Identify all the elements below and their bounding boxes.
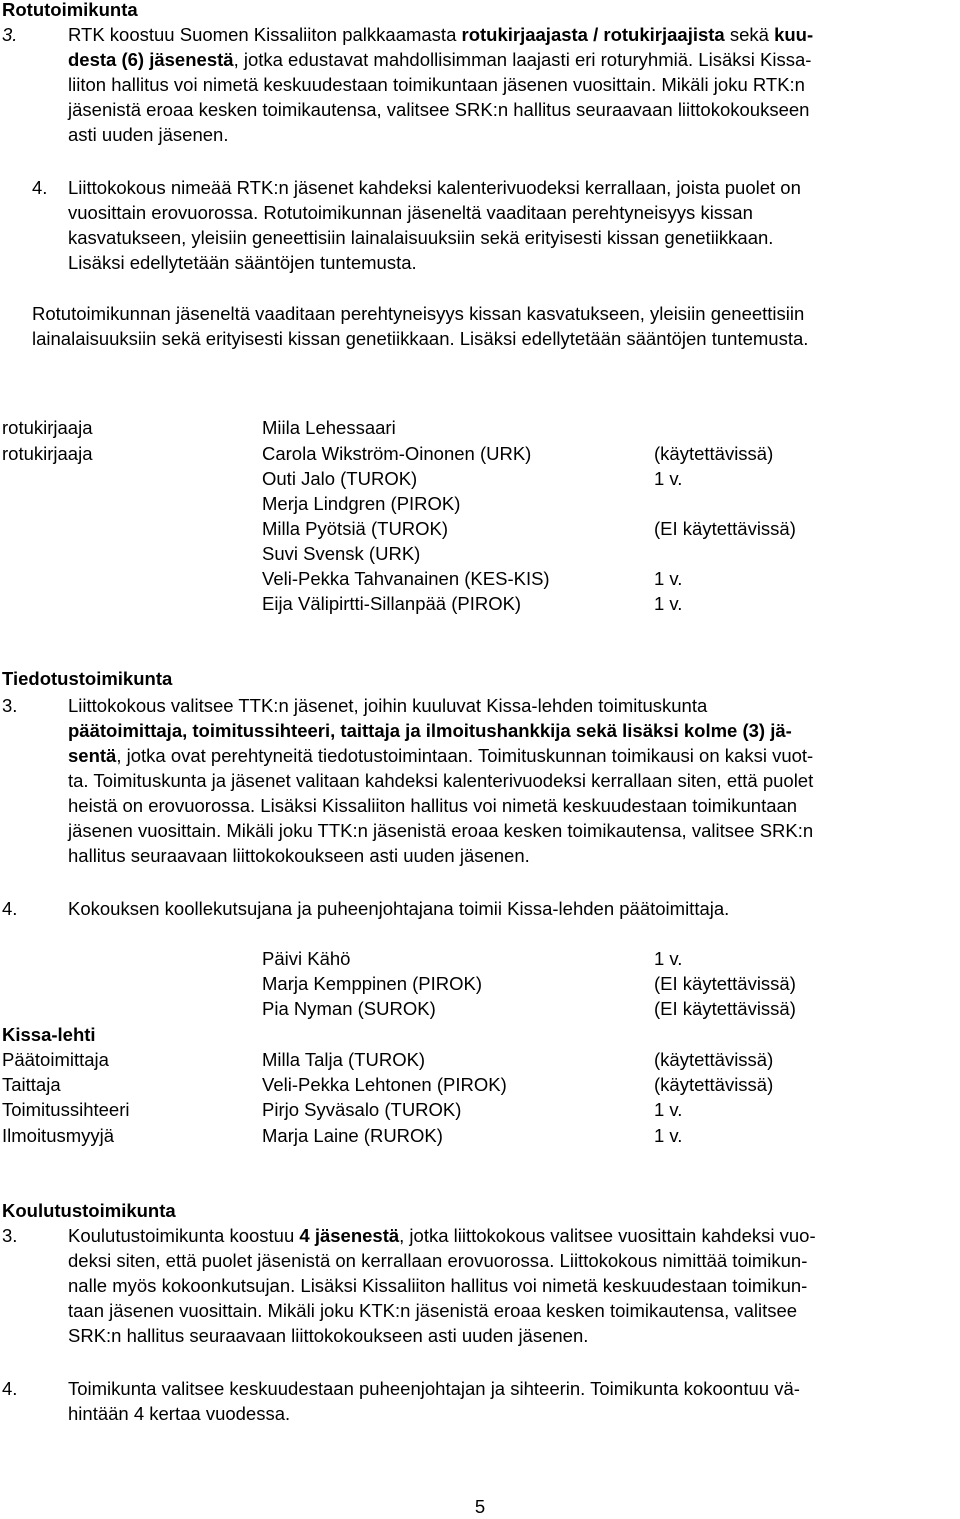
member-name: Miila Lehessaari [262,417,396,438]
ktk-item3-number: 3. [2,1225,18,1246]
member-name: Merja Lindgren (PIROK) [262,493,461,514]
member-status: 1 v. [654,948,683,969]
member-name: Milla Pyötsiä (TUROK) [262,518,449,539]
member-name: Pia Nyman (SUROK) [262,998,436,1019]
ktk-item3-line2: deksi siten, että puolet jäsenistä on kerrallaan erovuorossa. Liittokokous nimittää toimikun- [68,1250,808,1271]
ttk-heading: Tiedotustoimikunta [2,668,173,689]
rtk-item4-line4: Lisäksi edellytetään sääntöjen tuntemusta. [68,252,417,273]
kissa-lehti-heading: Kissa-lehti [2,1024,96,1045]
ktk-item3-line1: Koulutustoimikunta koostuu 4 jäsenestä, jotka liittokokous valitsee vuosittain kahdeksi vuo- [68,1225,816,1246]
member-status: 1 v. [654,593,683,614]
rtk-heading: Rotutoimikunta [2,0,138,20]
lehti-name: Milla Talja (TUROK) [262,1049,426,1070]
ttk-item3-number: 3. [2,695,18,716]
member-status: 1 v. [654,568,683,589]
rtk-item4-line3: kasvatukseen, yleisiin geneettisiin lainalaisuuksiin sekä erityisesti kissan genetiikkaan. [68,227,774,248]
ktk-item3-line5: SRK:n hallitus seuraavaan liittokokoukseen asti uuden jäsenen. [68,1325,589,1346]
ttk-item3-line1: Liittokokous valitsee TTK:n jäsenet, joihin kuuluvat Kissa-lehden toimituskunta [68,695,708,716]
lehti-status: 1 v. [654,1099,683,1120]
ttk-item3-line5: heistä on erovuorossa. Lisäksi Kissaliiton hallitus voi nimetä keskuudestaan toimikuntaan [68,795,798,816]
rtk-item3-line5: asti uuden jäsenen. [68,124,229,145]
rtk-paragraph-line2: lainalaisuuksiin sekä erityisesti kissan genetiikkaan. Lisäksi edellytetään sääntöjen tuntemusta. [32,328,809,349]
member-status: (EI käytettävissä) [654,998,796,1019]
ttk-item4-number: 4. [2,898,18,919]
ktk-item4-number: 4. [2,1378,18,1399]
ktk-item3-line4: taan jäsenen vuosittain. Mikäli joku KTK:n jäsenistä eroaa kesken toimikautensa, valitsee [68,1300,798,1321]
member-status: (käytettävissä) [654,443,774,464]
lehti-role: Päätoimittaja [2,1049,109,1070]
ttk-item4-line1: Kokouksen koollekutsujana ja puheenjohtajana toimii Kissa-lehden päätoimittaja. [68,898,730,919]
ktk-item3-line3: nalle myös kokoonkutsujan. Lisäksi Kissaliiton hallitus voi nimetä keskuudestaan toimikun- [68,1275,808,1296]
ttk-item3-line2: päätoimittaja, toimitussihteeri, taittaja ja ilmoitushankkija sekä lisäksi kolme (3) jä- [68,720,792,741]
member-name: Veli-Pekka Tahvanainen (KES-KIS) [262,568,550,589]
ttk-item3-line6: jäsenen vuosittain. Mikäli joku TTK:n jäsenistä eroaa kesken toimikautensa, valitsee SRK:n [68,820,814,841]
member-status: 1 v. [654,468,683,489]
rtk-item3-number: 3. [2,24,18,45]
rtk-paragraph-line1: Rotutoimikunnan jäseneltä vaaditaan perehtyneisyys kissan kasvatukseen, yleisiin geneettisiin [32,303,805,324]
ttk-item3-line3: sentä, jotka ovat perehtyneitä tiedotustoimintaan. Toimituskunnan toimikausi on kaksi vuot- [68,745,814,766]
lehti-role: Ilmoitusmyyjä [2,1125,115,1146]
rtk-item3-line3: liiton hallitus voi nimetä keskuudestaan toimikuntaan jäsenen vuosittain. Mikäli joku RTK:n [68,74,805,95]
rtk-item4-number: 4. [32,177,48,198]
ttk-item3-line7: hallitus seuraavaan liittokokoukseen asti uuden jäsenen. [68,845,530,866]
lehti-role: Taittaja [2,1074,61,1095]
rtk-item3-line1: RTK koostuu Suomen Kissaliiton palkkaamasta rotukirjaajasta / rotukirjaajista sekä kuu- [68,24,814,45]
page-number: 5 [474,1496,486,1517]
member-name: Suvi Svensk (URK) [262,543,421,564]
member-status: (EI käytettävissä) [654,973,796,994]
member-status: (EI käytettävissä) [654,518,796,539]
member-role: rotukirjaaja [2,443,93,464]
rtk-item3-line2: desta (6) jäsenestä, jotka edustavat mahdollisimman laajasti eri roturyhmiä. Lisäksi Kissa- [68,49,812,70]
rtk-item3-line4: jäsenistä eroaa kesken toimikautensa, valitsee SRK:n hallitus seuraavaan liittokokoukseen [68,99,810,120]
member-name: Päivi Kähö [262,948,351,969]
member-role: rotukirjaaja [2,417,93,438]
lehti-name: Veli-Pekka Lehtonen (PIROK) [262,1074,507,1095]
lehti-name: Marja Laine (RUROK) [262,1125,443,1146]
lehti-role: Toimitussihteeri [2,1099,130,1120]
ktk-item4-line2: hintään 4 kertaa vuodessa. [68,1403,291,1424]
member-name: Eija Välipirtti-Sillanpää (PIROK) [262,593,522,614]
lehti-status: (käytettävissä) [654,1049,774,1070]
member-name: Outi Jalo (TUROK) [262,468,418,489]
ktk-heading: Koulutustoimikunta [2,1200,176,1221]
ttk-item3-line4: ta. Toimituskunta ja jäsenet valitaan kahdeksi kalenterivuodeksi kerrallaan siten, että puolet [68,770,814,791]
lehti-status: (käytettävissä) [654,1074,774,1095]
ktk-item4-line1: Toimikunta valitsee keskuudestaan puheenjohtajan ja sihteerin. Toimikunta kokoontuu vä- [68,1378,800,1399]
rtk-item4-line1: Liittokokous nimeää RTK:n jäsenet kahdeksi kalenterivuodeksi kerrallaan, joista puolet on [68,177,801,198]
lehti-name: Pirjo Syväsalo (TUROK) [262,1099,462,1120]
member-name: Carola Wikström-Oinonen (URK) [262,443,532,464]
member-name: Marja Kemppinen (PIROK) [262,973,483,994]
lehti-status: 1 v. [654,1125,683,1146]
rtk-item4-line2: vuosittain erovuorossa. Rotutoimikunnan jäseneltä vaaditaan perehtyneisyys kissan [68,202,753,223]
